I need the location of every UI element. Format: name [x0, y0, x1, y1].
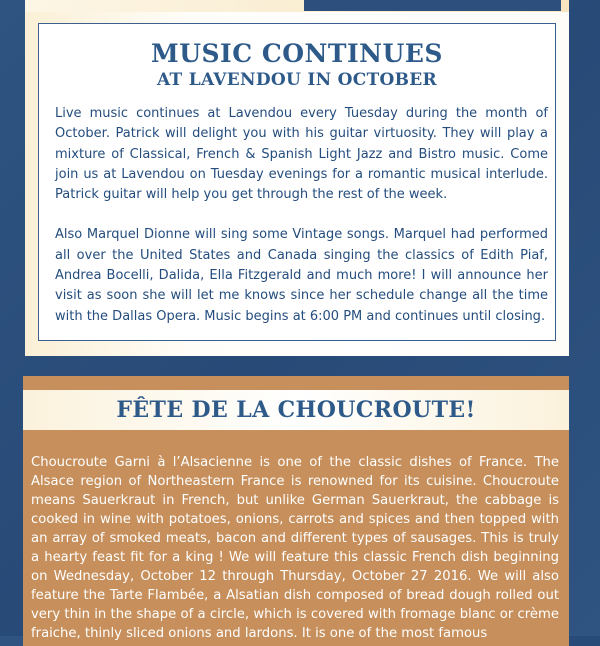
music-body — [39, 104, 548, 327]
music-title: MUSIC CONTINUES — [151, 39, 443, 68]
fete-body — [31, 453, 559, 643]
music-paragraph-1: Live music continues at Lavendou every Tuesday during the month of October. Patrick will delight you with his guitar virtuosity. They will play a mixture of Classical, French & Spanish Light Jazz and Bistro music. Come join us at Lavendou on Tuesday evenings for a romantic musical interlude. Patrick guitar will help you get through the rest of the week. — [55, 106, 548, 203]
fete-paragraph: Choucroute Garni à l’Alsacienne is one of the classic dishes of France. The Alsace region of Northeastern France is renowned for its cuisine. Choucroute means Sauerkraut in French, but unlike German Sauerkraut, the cabbage is cooked in wine with potatoes, onions, carrots and spices and then topped with an array of smoked meats, bacon and different types of sausages. This is truly a hearty feast fit for a king ! We will feature this classic French dish beginning on Wednesday, October 12 through Thursday, October 27 2016. We will also feature the Tarte Flambée, a Alsatian dish composed of bread dough rolled out very thin in the shape of a circle, which is covered with fromage blanc or crème fraiche, thinly sliced onions and lardons. It is one of the most famous — [31, 455, 559, 641]
fete-header-band — [23, 390, 569, 430]
fete-section — [23, 376, 569, 646]
top-blue-box — [304, 0, 561, 11]
music-subtitle: AT LAVENDOU IN OCTOBER — [157, 70, 437, 90]
music-paragraph-2: Also Marquel Dionne will sing some Vintage songs. Marquel had performed all over the United States and Canada singing the classics of Edith Piaf, Andrea Bocelli, Dalida, Ella Fitzgerald and much more! I will announce her visit as soon she will let me knows since her schedule change all the time with the Dallas Opera. Music begins at 6:00 PM and continues until closing. — [55, 227, 548, 324]
fete-title: FÊTE DE LA CHOUCROUTE! — [116, 397, 476, 423]
music-section — [25, 12, 569, 356]
music-content-box — [38, 23, 556, 341]
